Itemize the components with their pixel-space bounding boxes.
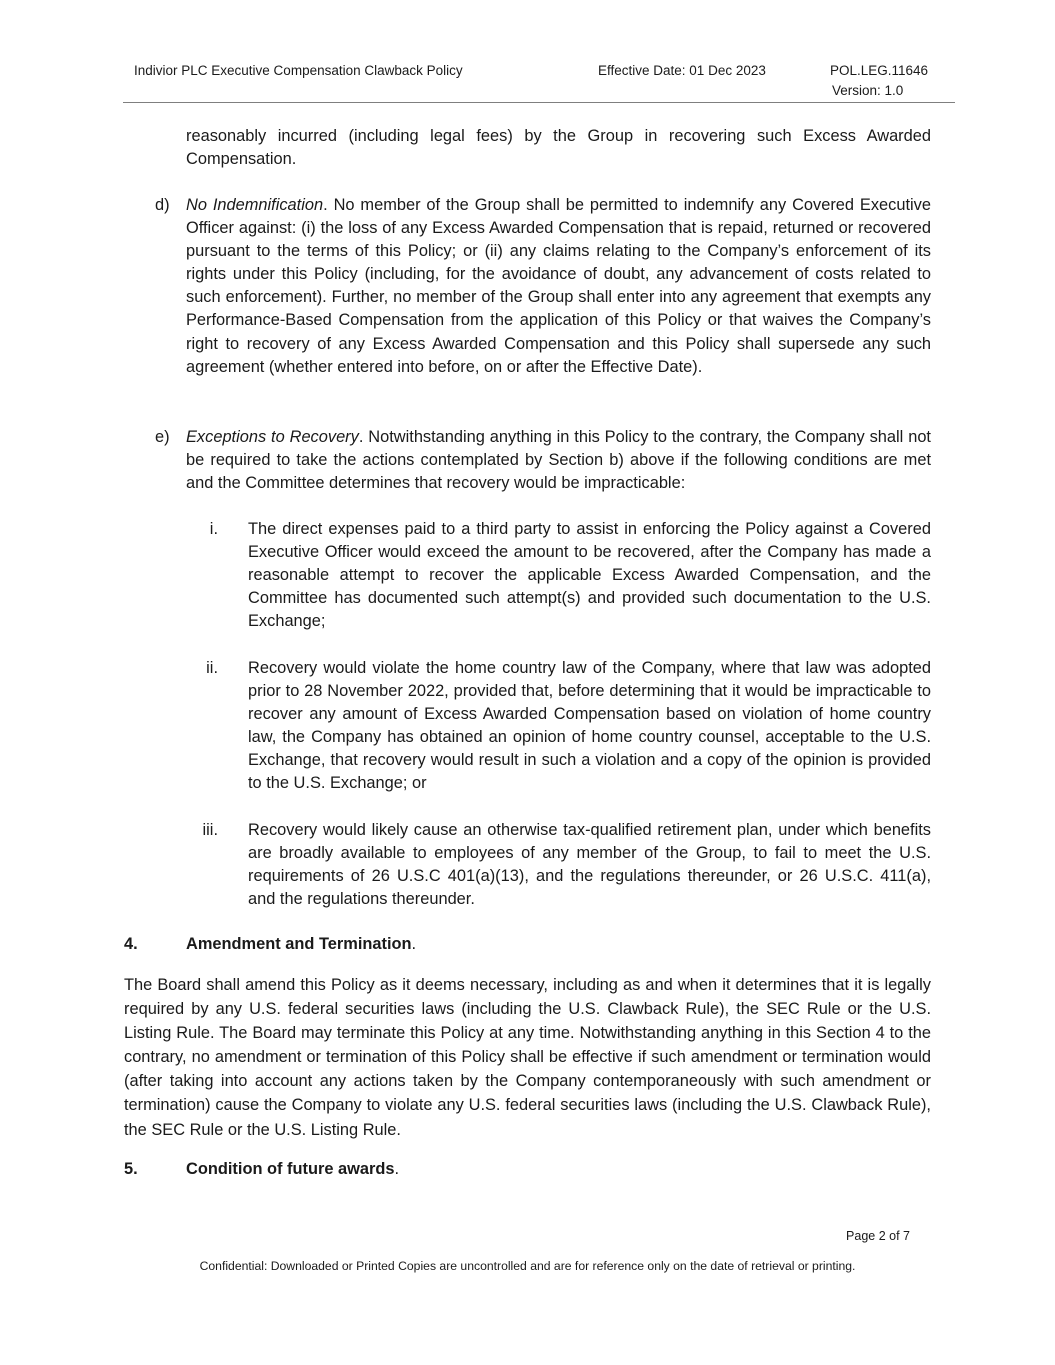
confidential-notice: Confidential: Downloaded or Printed Copies are uncontrolled and are for reference only on the date of retrieval or printing. (199, 1259, 856, 1273)
header-doc-code: POL.LEG.11646 (830, 63, 929, 78)
subitem-i-label: i. (209, 520, 218, 538)
subitem-ii-label: ii. (206, 659, 218, 677)
subitem-iii-label: iii. (202, 821, 218, 839)
item-e-paragraph (186, 426, 931, 495)
section-5-title: Condition of future awards (186, 1160, 395, 1178)
subitem-iii-text: Recovery would likely cause an otherwise tax-qualified retirement plan, under which benefits are broadly available to employees of any member of the Group, to fail to meet the U.S. requirements of 26 U.S.C 401(a)(13), and the regulations thereunder, or 26 U.S.C. 411(a), and the regulations thereunder. (248, 821, 931, 909)
header-title: Indivior PLC Executive Compensation Clawback Policy (134, 63, 463, 78)
page-header (123, 60, 955, 103)
section-4-heading (124, 933, 924, 957)
section-4-period: . (411, 935, 417, 953)
section-5-heading (124, 1158, 924, 1182)
header-version: Version: 1.0 (832, 83, 904, 98)
continuation-paragraph: reasonably incurred (including legal fees) by the Group in recovering such Excess Awarded Compensation. (186, 127, 931, 169)
section-5-number: 5. (124, 1160, 138, 1178)
page-number: Page 2 of 7 (846, 1229, 910, 1243)
item-e-title: Exceptions to Recovery (186, 428, 359, 446)
item-e-body: . Notwithstanding anything in this Policy to the contrary, the Company shall not be required to take the actions contemplated by Section b) above if the following conditions are met and the Committee determines that recovery would be impracticable: (186, 428, 931, 493)
item-e-label: e) (155, 428, 170, 446)
header-effective-date: Effective Date: 01 Dec 2023 (598, 63, 766, 78)
subitem-i-text: The direct expenses paid to a third party to assist in enforcing the Policy against a Covered Executive Officer would exceed the amount to be recovered, after the Company has made a reasonable attempt to recover the applicable Excess Awarded Compensation, and the Committee has documented such attempt(s) and provided such documentation to the U.S. Exchange; (248, 520, 931, 631)
subitem-ii-text: Recovery would violate the home country law of the Company, where that law was adopted prior to 28 November 2022, provided that, before determining that it would be impracticable to recover any amount of Excess Awarded Compensation based on violation of home country law, the Company has obtained an opinion of home country counsel, acceptable to the U.S. Exchange, that recovery would result in such a violation and a copy of the opinion is provided to the U.S. Exchange; or (248, 659, 931, 793)
section-4-title: Amendment and Termination (186, 935, 412, 953)
item-d-label: d) (155, 196, 170, 214)
item-d-title: No Indemnification (186, 196, 324, 214)
item-d-paragraph (186, 194, 931, 379)
section-4-body: The Board shall amend this Policy as it deems necessary, including as and when it determines that it is legally required by any U.S. federal securities laws (including the U.S. Clawback Rule), the SEC Rule or the U.S. Listing Rule. The Board may terminate this Policy at any time. Notwithstanding anything in this Section 4 to the contrary, no amendment or termination of this Policy shall be effective if such amendment or termination would (after taking into account any actions taken by the Company contemporaneously with such amendment or termination) cause the Company to violate any U.S. federal securities laws (including the U.S. Clawback Rule), the SEC Rule or the U.S. Listing Rule. (124, 976, 931, 1139)
item-d-body: . No member of the Group shall be permitted to indemnify any Covered Executive Officer against: (i) the loss of any Excess Awarded Compensation that is repaid, returned or recovered pursuant to the terms of this Policy; or (ii) any claims relating to the Company’s enforcement of its rights under this Policy (including, for the avoidance of doubt, any advancement of costs related to such enforcement). Further, no member of the Group shall enter into any agreement that exempts any Performance-Based Compensation from the application of this Policy or that waives the Company’s right to recovery of any Excess Awarded Compensation and this Policy shall supersede any such agreement (whether entered into before, on or after the Effective Date). (186, 196, 931, 376)
section-5-period: . (394, 1160, 400, 1178)
section-4-number: 4. (124, 935, 138, 953)
